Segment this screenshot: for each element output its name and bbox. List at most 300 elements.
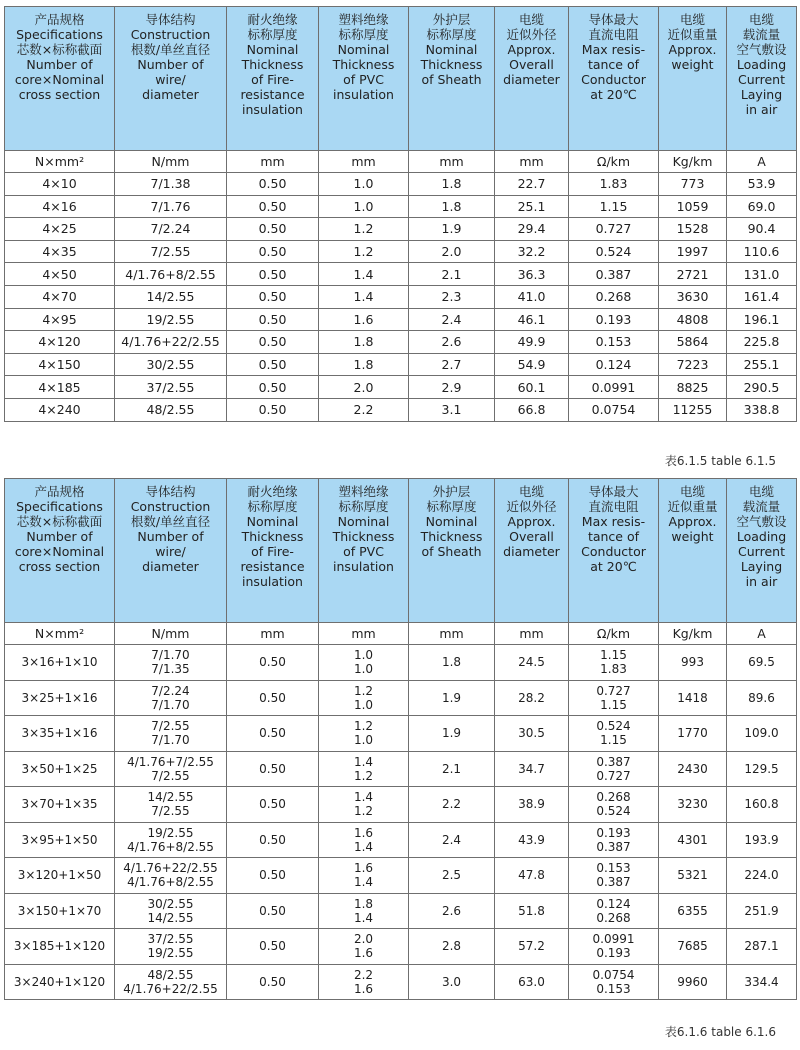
header-pvc-insulation-thickness bbox=[319, 7, 409, 151]
cell-weight: 1528 bbox=[659, 218, 727, 241]
cell-line: 0.524 bbox=[596, 804, 631, 819]
cell-pvc-insulation-thickness bbox=[319, 645, 409, 681]
header-line: in air bbox=[745, 102, 778, 117]
header-line: insulation bbox=[333, 87, 394, 102]
unit-conductor-resistance: Ω/km bbox=[569, 151, 659, 173]
unit-pvc-insulation-thickness: mm bbox=[319, 623, 409, 645]
header-line: Specifications bbox=[16, 27, 103, 42]
header-line: 导体结构 bbox=[145, 12, 196, 27]
unit-fire-insulation-thickness: mm bbox=[227, 151, 319, 173]
cell-construction bbox=[115, 751, 227, 787]
cell-pvc-insulation-thickness bbox=[319, 929, 409, 965]
header-line: Thickness bbox=[241, 529, 304, 544]
cell-specification: 4×185 bbox=[5, 376, 115, 399]
cell-sheath-thickness bbox=[409, 964, 495, 1000]
cell-weight bbox=[659, 787, 727, 823]
unit-overall-diameter: mm bbox=[495, 623, 569, 645]
cell-pvc-insulation-thickness bbox=[319, 822, 409, 858]
cell-line: 0.387 bbox=[596, 875, 631, 890]
cell-line: 63.0 bbox=[518, 974, 545, 989]
cell-line: 3×150+1×70 bbox=[17, 903, 102, 918]
cell-line: 43.9 bbox=[518, 832, 545, 847]
header-line: Conductor bbox=[581, 544, 646, 559]
header-weight bbox=[659, 479, 727, 623]
cell-line: 0.0754 bbox=[592, 967, 635, 982]
cell-weight: 3630 bbox=[659, 285, 727, 308]
cell-current-rating: 90.4 bbox=[727, 218, 797, 241]
header-line: weight bbox=[671, 57, 714, 72]
cell-overall-diameter bbox=[495, 893, 569, 929]
cell-specification bbox=[5, 929, 115, 965]
cell-sheath-thickness: 2.3 bbox=[409, 285, 495, 308]
units-row bbox=[5, 623, 797, 645]
header-line: 电缆 bbox=[679, 484, 705, 499]
header-line: at 20℃ bbox=[590, 87, 637, 102]
cell-line: 14/2.55 bbox=[147, 790, 194, 805]
cell-weight bbox=[659, 893, 727, 929]
header-line: 电缆 bbox=[748, 12, 774, 27]
header-line: 电缆 bbox=[679, 12, 705, 27]
cell-construction: 7/2.24 bbox=[115, 218, 227, 241]
unit-sheath-thickness: mm bbox=[409, 623, 495, 645]
cell-conductor-resistance bbox=[569, 716, 659, 752]
cell-line: 51.8 bbox=[518, 903, 545, 918]
cell-current-rating: 53.9 bbox=[727, 173, 797, 196]
header-line: of PVC bbox=[343, 544, 384, 559]
header-line: cross section bbox=[18, 87, 101, 102]
cell-current-rating: 69.0 bbox=[727, 195, 797, 218]
header-overall-diameter bbox=[495, 7, 569, 151]
cell-conductor-resistance bbox=[569, 645, 659, 681]
cell-line: 2.8 bbox=[441, 939, 462, 954]
cell-current-rating bbox=[727, 858, 797, 894]
cell-current-rating bbox=[727, 929, 797, 965]
cell-construction: 7/2.55 bbox=[115, 240, 227, 263]
cell-line: 4301 bbox=[677, 832, 708, 847]
units-row bbox=[5, 151, 797, 173]
cell-fire-insulation-thickness: 0.50 bbox=[227, 376, 319, 399]
cell-overall-diameter bbox=[495, 645, 569, 681]
cell-pvc-insulation-thickness bbox=[319, 858, 409, 894]
header-line: 外护层 bbox=[432, 484, 471, 499]
cell-construction: 4/1.76+22/2.55 bbox=[115, 331, 227, 354]
cell-fire-insulation-thickness bbox=[227, 964, 319, 1000]
cell-sheath-thickness: 2.9 bbox=[409, 376, 495, 399]
cell-conductor-resistance bbox=[569, 680, 659, 716]
cell-overall-diameter bbox=[495, 716, 569, 752]
header-line: Loading bbox=[736, 57, 787, 72]
cell-conductor-resistance: 0.153 bbox=[569, 331, 659, 354]
header-line: Nominal bbox=[337, 514, 390, 529]
cell-weight bbox=[659, 680, 727, 716]
cell-sheath-thickness: 1.9 bbox=[409, 218, 495, 241]
cell-line: 0.50 bbox=[259, 903, 286, 918]
cell-line: 287.1 bbox=[744, 939, 779, 954]
cell-line: 28.2 bbox=[518, 690, 545, 705]
cell-line: 1.9 bbox=[441, 726, 462, 741]
cell-sheath-thickness bbox=[409, 751, 495, 787]
cell-fire-insulation-thickness bbox=[227, 716, 319, 752]
cell-line: 30.5 bbox=[518, 726, 545, 741]
cell-specification bbox=[5, 964, 115, 1000]
cell-sheath-thickness bbox=[409, 929, 495, 965]
cell-line: 3×240+1×120 bbox=[13, 974, 106, 989]
cell-line: 30/2.55 bbox=[147, 896, 194, 911]
cell-line: 1.4 bbox=[353, 910, 374, 925]
table-row bbox=[5, 308, 797, 331]
table-row bbox=[5, 173, 797, 196]
cell-current-rating bbox=[727, 680, 797, 716]
cell-construction bbox=[115, 716, 227, 752]
cell-line: 4/1.76+7/2.55 bbox=[127, 754, 214, 769]
cell-specification: 4×16 bbox=[5, 195, 115, 218]
cell-line: 0.153 bbox=[596, 861, 631, 876]
cell-sheath-thickness: 2.1 bbox=[409, 263, 495, 286]
header-row bbox=[5, 7, 797, 151]
cell-overall-diameter: 54.9 bbox=[495, 353, 569, 376]
cell-line: 7/2.55 bbox=[151, 768, 190, 783]
unit-conductor-resistance: Ω/km bbox=[569, 623, 659, 645]
header-line: Approx. bbox=[668, 42, 717, 57]
header-line: 近似外径 bbox=[506, 499, 557, 514]
cell-line: 2.1 bbox=[441, 761, 462, 776]
cell-line: 89.6 bbox=[748, 690, 775, 705]
cell-line: 129.5 bbox=[744, 761, 779, 776]
cell-current-rating: 196.1 bbox=[727, 308, 797, 331]
cell-line: 1.15 bbox=[600, 697, 627, 712]
cell-weight: 1997 bbox=[659, 240, 727, 263]
cell-line: 0.727 bbox=[596, 683, 631, 698]
cell-weight bbox=[659, 716, 727, 752]
cable-spec-table-6-1-5 bbox=[4, 6, 797, 422]
cell-fire-insulation-thickness bbox=[227, 751, 319, 787]
table-row bbox=[5, 929, 797, 965]
cell-line: 1.2 bbox=[353, 719, 374, 734]
cell-construction: 14/2.55 bbox=[115, 285, 227, 308]
cell-line: 1.0 bbox=[353, 662, 374, 677]
cell-fire-insulation-thickness bbox=[227, 787, 319, 823]
cell-pvc-insulation-thickness bbox=[319, 716, 409, 752]
header-line: Current bbox=[738, 72, 785, 87]
unit-weight: Kg/km bbox=[659, 623, 727, 645]
cell-line: 2.0 bbox=[353, 932, 374, 947]
cell-conductor-resistance bbox=[569, 893, 659, 929]
header-line: 直流电阻 bbox=[588, 27, 639, 42]
cell-line: 7/2.55 bbox=[151, 804, 190, 819]
header-line: 塑料绝缘 bbox=[338, 484, 389, 499]
header-line: tance of bbox=[587, 529, 640, 544]
cell-line: 0.50 bbox=[259, 832, 286, 847]
header-line: diameter bbox=[503, 544, 560, 559]
unit-construction: N/mm bbox=[115, 623, 227, 645]
cell-sheath-thickness bbox=[409, 893, 495, 929]
cell-conductor-resistance bbox=[569, 751, 659, 787]
cell-line: 0.50 bbox=[259, 655, 286, 670]
header-line: of PVC bbox=[343, 72, 384, 87]
header-line: insulation bbox=[242, 574, 303, 589]
cell-current-rating: 290.5 bbox=[727, 376, 797, 399]
header-line: 导体最大 bbox=[588, 484, 639, 499]
cell-conductor-resistance: 1.15 bbox=[569, 195, 659, 218]
cell-fire-insulation-thickness bbox=[227, 822, 319, 858]
header-line: Overall bbox=[509, 57, 554, 72]
header-conductor-resistance bbox=[569, 7, 659, 151]
header-line: Nominal bbox=[425, 42, 478, 57]
header-line: 根数/单丝直径 bbox=[130, 514, 211, 529]
cell-pvc-insulation-thickness bbox=[319, 964, 409, 1000]
cell-weight bbox=[659, 751, 727, 787]
table-row bbox=[5, 822, 797, 858]
cell-line: 0.50 bbox=[259, 974, 286, 989]
cell-specification: 4×240 bbox=[5, 398, 115, 421]
cell-overall-diameter: 66.8 bbox=[495, 398, 569, 421]
cell-weight: 773 bbox=[659, 173, 727, 196]
cell-overall-diameter bbox=[495, 787, 569, 823]
cell-line: 5321 bbox=[677, 868, 708, 883]
header-line: weight bbox=[671, 529, 714, 544]
cell-line: 3×120+1×50 bbox=[17, 868, 102, 883]
header-line: diameter bbox=[142, 87, 199, 102]
cell-sheath-thickness: 1.8 bbox=[409, 195, 495, 218]
cell-construction: 30/2.55 bbox=[115, 353, 227, 376]
cell-line: 993 bbox=[681, 655, 704, 670]
cell-pvc-insulation-thickness bbox=[319, 893, 409, 929]
table-row bbox=[5, 645, 797, 681]
cell-line: 1.0 bbox=[353, 733, 374, 748]
cell-fire-insulation-thickness: 0.50 bbox=[227, 218, 319, 241]
header-line: wire/ bbox=[155, 544, 186, 559]
header-line: 近似外径 bbox=[506, 27, 557, 42]
cell-overall-diameter: 41.0 bbox=[495, 285, 569, 308]
header-construction bbox=[115, 7, 227, 151]
cell-pvc-insulation-thickness: 2.2 bbox=[319, 398, 409, 421]
cell-conductor-resistance bbox=[569, 964, 659, 1000]
header-line: insulation bbox=[242, 102, 303, 117]
cell-conductor-resistance bbox=[569, 858, 659, 894]
table-row bbox=[5, 195, 797, 218]
cell-pvc-insulation-thickness bbox=[319, 751, 409, 787]
cell-specification: 4×10 bbox=[5, 173, 115, 196]
cell-sheath-thickness: 2.6 bbox=[409, 331, 495, 354]
cell-line: 7/1.70 bbox=[151, 697, 190, 712]
cell-line: 7685 bbox=[677, 939, 708, 954]
cell-line: 4/1.76+8/2.55 bbox=[127, 875, 214, 890]
cell-pvc-insulation-thickness: 1.6 bbox=[319, 308, 409, 331]
cell-line: 7/2.55 bbox=[151, 719, 190, 734]
cell-sheath-thickness bbox=[409, 787, 495, 823]
cell-line: 0.387 bbox=[596, 754, 631, 769]
cell-line: 0.50 bbox=[259, 939, 286, 954]
cell-line: 160.8 bbox=[744, 797, 779, 812]
header-line: Current bbox=[738, 544, 785, 559]
cell-specification: 4×70 bbox=[5, 285, 115, 308]
cell-line: 0.153 bbox=[596, 981, 631, 996]
header-line: 电缆 bbox=[518, 12, 544, 27]
header-line: Construction bbox=[130, 499, 211, 514]
header-line: Approx. bbox=[507, 42, 556, 57]
cell-fire-insulation-thickness bbox=[227, 645, 319, 681]
cell-weight bbox=[659, 645, 727, 681]
cell-overall-diameter: 46.1 bbox=[495, 308, 569, 331]
cell-line: 37/2.55 bbox=[147, 932, 194, 947]
cell-pvc-insulation-thickness: 1.8 bbox=[319, 331, 409, 354]
cell-construction: 7/1.38 bbox=[115, 173, 227, 196]
header-line: of Fire- bbox=[251, 544, 294, 559]
cell-sheath-thickness: 1.8 bbox=[409, 173, 495, 196]
header-line: 电缆 bbox=[748, 484, 774, 499]
header-line: tance of bbox=[587, 57, 640, 72]
table-caption-6-1-6: 表6.1.6 table 6.1.6 bbox=[664, 1025, 776, 1039]
cell-pvc-insulation-thickness: 1.0 bbox=[319, 173, 409, 196]
cell-line: 3×185+1×120 bbox=[13, 939, 106, 954]
cell-line: 2.2 bbox=[441, 797, 462, 812]
header-line: Approx. bbox=[507, 514, 556, 529]
cell-line: 4/1.76+8/2.55 bbox=[127, 839, 214, 854]
cell-line: 334.4 bbox=[744, 974, 779, 989]
header-overall-diameter bbox=[495, 479, 569, 623]
cell-pvc-insulation-thickness: 1.2 bbox=[319, 240, 409, 263]
cell-line: 1.4 bbox=[353, 875, 374, 890]
header-line: Number of bbox=[26, 529, 93, 544]
cell-current-rating bbox=[727, 751, 797, 787]
cell-specification: 4×25 bbox=[5, 218, 115, 241]
cell-construction bbox=[115, 680, 227, 716]
cell-line: 1.15 bbox=[600, 733, 627, 748]
cell-line: 7/1.70 bbox=[151, 733, 190, 748]
unit-pvc-insulation-thickness: mm bbox=[319, 151, 409, 173]
cell-construction: 19/2.55 bbox=[115, 308, 227, 331]
cell-specification: 4×35 bbox=[5, 240, 115, 263]
table-row bbox=[5, 716, 797, 752]
cell-specification bbox=[5, 893, 115, 929]
cell-fire-insulation-thickness: 0.50 bbox=[227, 240, 319, 263]
cell-line: 1.2 bbox=[353, 768, 374, 783]
cell-line: 1770 bbox=[677, 726, 708, 741]
header-line: 产品规格 bbox=[34, 484, 85, 499]
header-line: 直流电阻 bbox=[588, 499, 639, 514]
unit-weight: Kg/km bbox=[659, 151, 727, 173]
cell-construction bbox=[115, 858, 227, 894]
cell-current-rating: 255.1 bbox=[727, 353, 797, 376]
cell-line: 7/1.70 bbox=[151, 648, 190, 663]
cell-line: 2430 bbox=[677, 761, 708, 776]
cell-line: 1418 bbox=[677, 690, 708, 705]
cell-current-rating bbox=[727, 822, 797, 858]
cell-line: 0.50 bbox=[259, 868, 286, 883]
cell-line: 0.0991 bbox=[592, 932, 635, 947]
cell-line: 1.15 bbox=[600, 648, 627, 663]
cell-conductor-resistance: 1.83 bbox=[569, 173, 659, 196]
unit-overall-diameter: mm bbox=[495, 151, 569, 173]
header-fire-insulation-thickness bbox=[227, 479, 319, 623]
header-line: Specifications bbox=[16, 499, 103, 514]
table-row bbox=[5, 240, 797, 263]
cell-specification bbox=[5, 822, 115, 858]
header-line: Approx. bbox=[668, 514, 717, 529]
header-line: Nominal bbox=[337, 42, 390, 57]
cell-line: 1.6 bbox=[353, 946, 374, 961]
header-line: Thickness bbox=[332, 529, 395, 544]
header-line: Laying bbox=[740, 87, 783, 102]
cell-line: 2.2 bbox=[353, 967, 374, 982]
cell-line: 2.6 bbox=[441, 903, 462, 918]
header-line: of Fire- bbox=[251, 72, 294, 87]
header-line: 空气敷设 bbox=[736, 42, 787, 57]
cell-current-rating: 131.0 bbox=[727, 263, 797, 286]
header-line: Loading bbox=[736, 529, 787, 544]
cell-current-rating: 338.8 bbox=[727, 398, 797, 421]
cell-line: 4/1.76+22/2.55 bbox=[123, 861, 218, 876]
cell-specification: 4×50 bbox=[5, 263, 115, 286]
cell-fire-insulation-thickness: 0.50 bbox=[227, 263, 319, 286]
cell-overall-diameter: 29.4 bbox=[495, 218, 569, 241]
header-line: 耐火绝缘 bbox=[247, 484, 298, 499]
header-line: diameter bbox=[503, 72, 560, 87]
unit-construction: N/mm bbox=[115, 151, 227, 173]
header-line: 电缆 bbox=[518, 484, 544, 499]
table-row bbox=[5, 398, 797, 421]
cell-conductor-resistance: 0.0991 bbox=[569, 376, 659, 399]
cell-line: 0.193 bbox=[596, 946, 631, 961]
table-row bbox=[5, 858, 797, 894]
table-row bbox=[5, 331, 797, 354]
header-fire-insulation-thickness bbox=[227, 7, 319, 151]
unit-sheath-thickness: mm bbox=[409, 151, 495, 173]
cell-line: 193.9 bbox=[744, 832, 779, 847]
cell-specification: 4×120 bbox=[5, 331, 115, 354]
header-pvc-insulation-thickness bbox=[319, 479, 409, 623]
cell-overall-diameter bbox=[495, 822, 569, 858]
cell-weight bbox=[659, 964, 727, 1000]
cell-pvc-insulation-thickness: 1.4 bbox=[319, 285, 409, 308]
cell-pvc-insulation-thickness bbox=[319, 787, 409, 823]
cell-fire-insulation-thickness: 0.50 bbox=[227, 173, 319, 196]
cell-pvc-insulation-thickness: 1.8 bbox=[319, 353, 409, 376]
header-line: 导体最大 bbox=[588, 12, 639, 27]
unit-current-rating: A bbox=[727, 151, 797, 173]
table-row bbox=[5, 893, 797, 929]
cell-line: 1.4 bbox=[353, 754, 374, 769]
unit-current-rating: A bbox=[727, 623, 797, 645]
cell-line: 57.2 bbox=[518, 939, 545, 954]
header-line: 外护层 bbox=[432, 12, 471, 27]
cell-sheath-thickness bbox=[409, 680, 495, 716]
header-line: 根数/单丝直径 bbox=[130, 42, 211, 57]
cell-conductor-resistance: 0.0754 bbox=[569, 398, 659, 421]
header-line: Thickness bbox=[420, 529, 483, 544]
header-specification bbox=[5, 7, 115, 151]
cell-construction: 37/2.55 bbox=[115, 376, 227, 399]
header-line: Number of bbox=[137, 529, 204, 544]
header-line: 标称厚度 bbox=[426, 27, 477, 42]
cell-line: 224.0 bbox=[744, 868, 779, 883]
header-line: Max resis- bbox=[581, 42, 646, 57]
cell-current-rating: 225.8 bbox=[727, 331, 797, 354]
header-line: 标称厚度 bbox=[426, 499, 477, 514]
cell-weight: 1059 bbox=[659, 195, 727, 218]
cell-sheath-thickness: 2.7 bbox=[409, 353, 495, 376]
cell-weight bbox=[659, 858, 727, 894]
header-line: 产品规格 bbox=[34, 12, 85, 27]
header-line: Nominal bbox=[246, 514, 299, 529]
cell-fire-insulation-thickness: 0.50 bbox=[227, 398, 319, 421]
cell-fire-insulation-thickness: 0.50 bbox=[227, 353, 319, 376]
cell-specification bbox=[5, 787, 115, 823]
cell-weight: 11255 bbox=[659, 398, 727, 421]
cell-pvc-insulation-thickness: 1.4 bbox=[319, 263, 409, 286]
cell-line: 109.0 bbox=[744, 726, 779, 741]
header-line: Nominal bbox=[246, 42, 299, 57]
